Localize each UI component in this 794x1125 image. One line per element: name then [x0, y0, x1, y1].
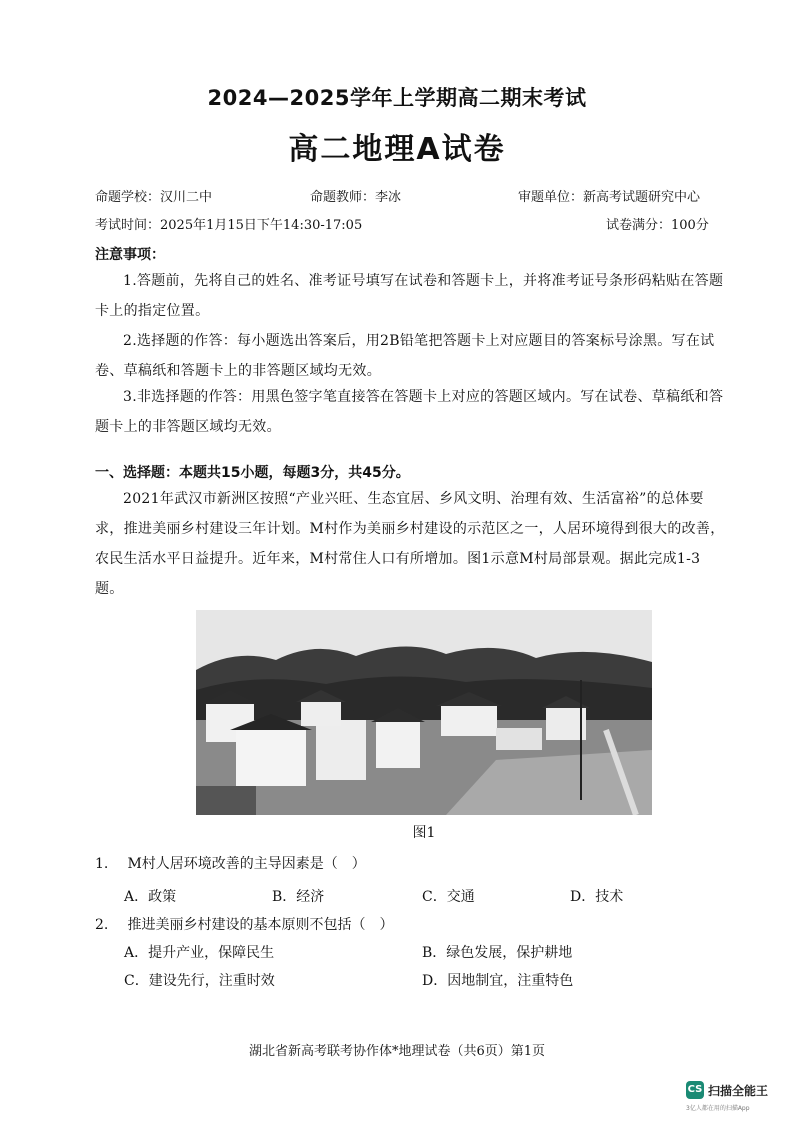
village-photo	[196, 610, 652, 815]
exam-title: 2024—2025学年上学期高二期末考试	[207, 86, 587, 110]
question-number: 2.	[95, 917, 109, 933]
option-b: B．绿色发展，保护耕地	[422, 945, 573, 961]
paper-title: 高二地理A试卷	[288, 132, 506, 167]
note-item: 3.非选择题的作答：用黑色签字笔直接答在答题卡上对应的答题区域内。写在试卷、草稿纸和答题卡上的非答题区域均无效。	[95, 389, 724, 435]
scanner-tagline: 3亿人都在用的扫描App	[686, 1105, 750, 1112]
section-heading: 一、选择题：本题共15小题，每题3分，共45分。	[95, 465, 410, 481]
question-text: M村人居环境改善的主导因素是（ ）	[127, 856, 366, 872]
question-stem	[95, 914, 393, 934]
meta-score: 试卷满分：100分	[606, 218, 709, 233]
scanner-logo-icon: CS	[686, 1081, 704, 1099]
notes-heading: 注意事项：	[95, 247, 165, 263]
meta-review: 审题单位：新高考试题研究中心	[518, 190, 701, 205]
note-item: 2.选择题的作答：每小题选出答案后，用2B铅笔把答题卡上对应题目的答案标号涂黑。写在试卷、草稿纸和答题卡上的非答题区域均无效。	[95, 333, 715, 379]
option-d: D．因地制宜，注重特色	[422, 973, 574, 989]
option-a: A．提升产业，保障民生	[124, 945, 275, 961]
question-text: 推进美丽乡村建设的基本原则不包括（ ）	[127, 917, 394, 933]
option-a: A．政策	[124, 889, 177, 905]
scanner-watermark	[686, 1081, 786, 1117]
note-item: 1.答题前，先将自己的姓名、准考证号填写在试卷和答题卡上，并将准考证号条形码粘贴在答题卡上的指定位置。	[95, 273, 724, 319]
option-d: D．技术	[570, 889, 624, 905]
meta-school: 命题学校：汉川二中	[95, 190, 213, 205]
question-stem	[95, 853, 366, 873]
page-footer: 湖北省新高考联考协作体*地理试卷（共6页）第1页	[248, 1044, 546, 1059]
option-c: C．交通	[422, 889, 475, 905]
question-number: 1.	[95, 856, 109, 872]
section-intro: 2021年武汉市新洲区按照“产业兴旺、生态宜居、乡风文明、治理有效、生活富裕”的总体要求，推进美丽乡村建设三年计划。M村作为美丽乡村建设的示范区之一，人居环境得到很大的改善，农民生活水平日益提升。近年来，M村常住人口有所增加。图1示意M村局部景观。据此完成1-3题。	[95, 491, 725, 597]
meta-time: 考试时间：2025年1月15日下午14:30-17:05	[95, 218, 363, 233]
meta-teacher: 命题教师：李冰	[310, 190, 402, 205]
option-c: C．建设先行，注重时效	[124, 973, 275, 989]
option-b: B．经济	[272, 889, 325, 905]
scanner-name: 扫描全能王	[708, 1084, 769, 1098]
figure-caption: 图1	[412, 825, 436, 841]
